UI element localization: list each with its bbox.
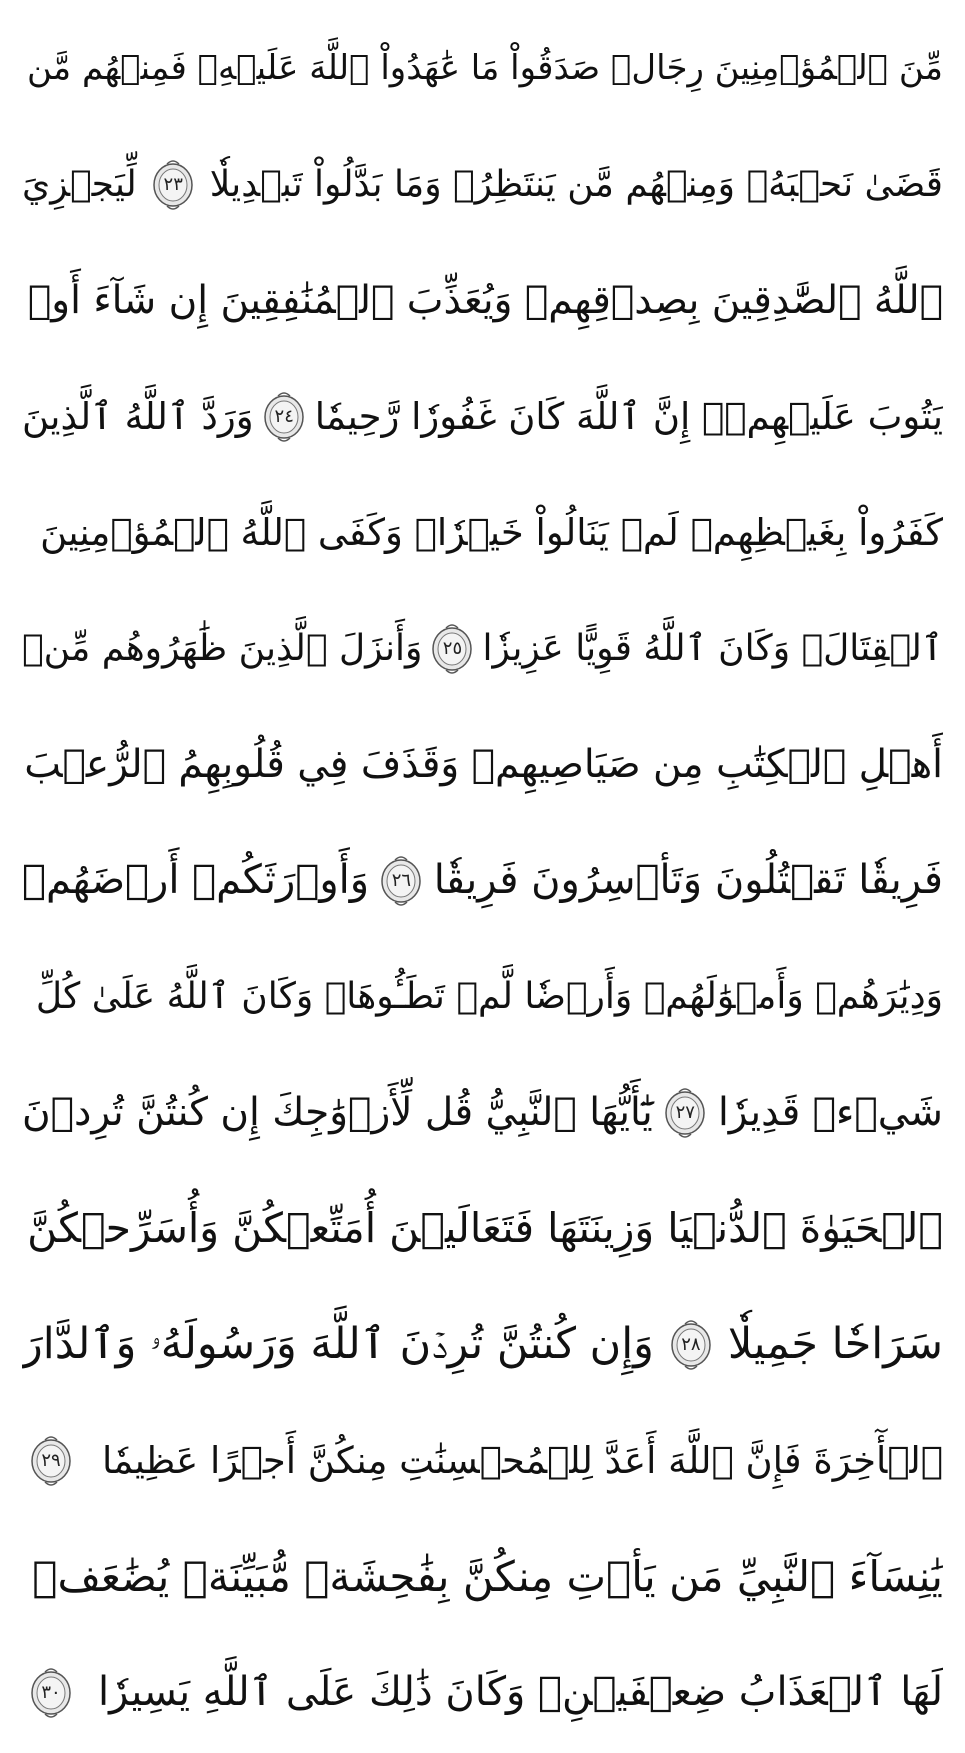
verse-text: أَهۡلِ ٱلۡكِتَٰبِ مِن صَيَاصِيهِمۡ وَقَذَفَ فِي قُلُوبِهِمُ ٱلرُّعۡبَ [24, 741, 943, 787]
ayah-number: ٢٤ [274, 405, 294, 427]
verse-line [22, 1402, 943, 1518]
verse-line [22, 706, 943, 822]
verse-line [22, 1054, 943, 1170]
ayah-number: ٢٦ [391, 869, 412, 891]
verse-text: ٱلۡقِتَالَۚ وَكَانَ ٱللَّهُ قَوِيًّا عَزِيزٗا [482, 627, 943, 669]
ayah-end-marker [429, 622, 475, 674]
verse-lines [22, 10, 943, 1750]
ayah-end-marker [378, 854, 424, 906]
verse-line [22, 938, 943, 1054]
verse-line [22, 242, 943, 358]
ayah-end-marker [28, 1666, 74, 1718]
verse-text: وَأَنزَلَ ٱلَّذِينَ ظَٰهَرُوهُم مِّنۡ [22, 627, 423, 669]
verse-text: لَهَا ٱلۡعَذَابُ ضِعۡفَيۡنِۚ وَكَانَ ذَٰلِكَ عَلَى ٱللَّهِ يَسِيرٗا [98, 1669, 943, 1715]
ayah-end-marker [150, 158, 196, 210]
verse-text: لِّيَجۡزِيَ [22, 163, 137, 205]
verse-text: وَدِيَٰرَهُمۡ وَأَمۡوَٰلَهُمۡ وَأَرۡضٗا لَّمۡ تَطَـُٔوهَاۚ وَكَانَ ٱللَّهُ عَلَىٰ كُلِّ [35, 975, 943, 1017]
ayah-number: ٢٨ [681, 1333, 701, 1355]
verse-line [22, 474, 943, 590]
ayah-number: ٢٣ [163, 173, 183, 195]
verse-text: يَٰنِسَآءَ ٱلنَّبِيِّ مَن يَأۡتِ مِنكُنَّ بِفَٰحِشَةٖ مُّبَيِّنَةٖ يُضَٰعَفۡ [32, 1551, 943, 1601]
verse-line [22, 1286, 943, 1402]
verse-line [22, 1634, 943, 1750]
ayah-number: ٣٠ [41, 1681, 61, 1703]
ayah-number: ٢٧ [675, 1101, 695, 1123]
ayah-number: ٢٥ [442, 637, 463, 659]
verse-line [22, 1518, 943, 1634]
verse-text: كَفَرُواْ بِغَيۡظِهِمۡ لَمۡ يَنَالُواْ خَيۡرٗاۚ وَكَفَى ٱللَّهُ ٱلۡمُؤۡمِنِينَ [40, 510, 943, 554]
verse-text: ٱلۡأٓخِرَةَ فَإِنَّ ٱللَّهَ أَعَدَّ لِلۡمُحۡسِنَٰتِ مِنكُنَّ أَجۡرًا عَظِيمٗا [101, 1438, 943, 1482]
ayah-end-marker [668, 1318, 714, 1370]
verse-text: سَرَاحٗا جَمِيلٗا [727, 1319, 943, 1369]
verse-text: ٱللَّهُ ٱلصَّٰدِقِينَ بِصِدۡقِهِمۡ وَيُعَذِّبَ ٱلۡمُنَٰفِقِينَ إِن شَآءَ أَوۡ [27, 277, 943, 323]
verse-line [22, 10, 943, 126]
verse-text: ٱلۡحَيَوٰةَ ٱلدُّنۡيَا وَزِينَتَهَا فَتَعَالَيۡنَ أُمَتِّعۡكُنَّ وَأُسَرِّحۡكُنَّ [27, 1204, 943, 1252]
ayah-end-marker [261, 390, 307, 442]
verse-text: يَٰٓأَيُّهَا ٱلنَّبِيُّ قُل لِّأَزۡوَٰجِكَ إِن كُنتُنَّ تُرِدۡنَ [22, 1089, 653, 1135]
verse-line [22, 822, 943, 938]
verse-text: شَيۡءٖ قَدِيرٗا [717, 1089, 943, 1135]
verse-line [22, 1170, 943, 1286]
verse-text: يَتُوبَ عَلَيۡهِمۡۚ إِنَّ ٱللَّهَ كَانَ غَفُورٗا رَّحِيمٗا [314, 394, 943, 438]
ayah-end-marker [662, 1086, 708, 1138]
verse-text: فَرِيقٗا تَقۡتُلُونَ وَتَأۡسِرُونَ فَرِيقٗا [433, 857, 943, 903]
verse-line [22, 358, 943, 474]
verse-text: وَإِن كُنتُنَّ تُرِدۡنَ ٱللَّهَ وَرَسُولَهُۥ وَٱلدَّارَ [22, 1319, 654, 1369]
verse-line [22, 126, 943, 242]
ayah-end-marker [28, 1434, 74, 1486]
verse-text: وَأَوۡرَثَكُمۡ أَرۡضَهُمۡ [22, 857, 370, 903]
ayah-number: ٢٩ [41, 1449, 61, 1471]
verse-line [22, 590, 943, 706]
verse-text: وَرَدَّ ٱللَّهُ ٱلَّذِينَ [22, 394, 254, 438]
verse-text: مِّنَ ٱلۡمُؤۡمِنِينَ رِجَالٞ صَدَقُواْ مَا عَٰهَدُواْ ٱللَّهَ عَلَيۡهِۖ فَمِنۡهُم مَّن [27, 48, 943, 88]
verse-text: قَضَىٰ نَحۡبَهُۥ وَمِنۡهُم مَّن يَنتَظِرُۖ وَمَا بَدَّلُواْ تَبۡدِيلٗا [209, 163, 943, 205]
